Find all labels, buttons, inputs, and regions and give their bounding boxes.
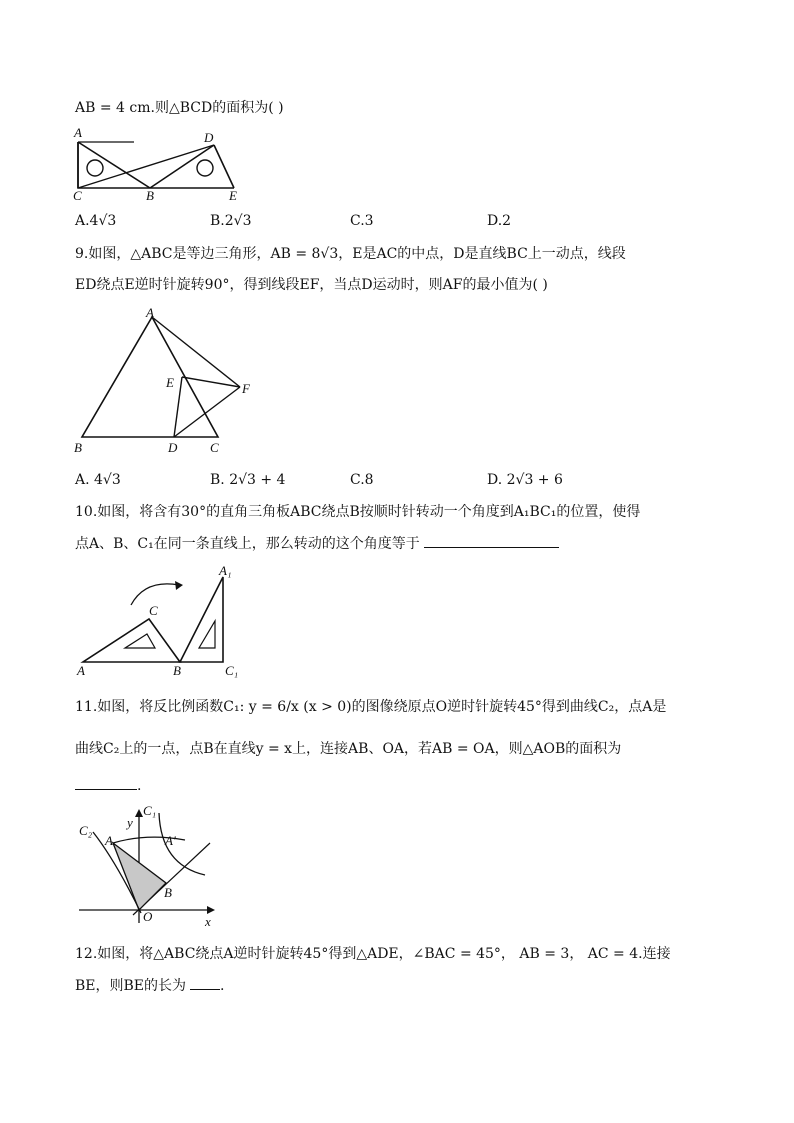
q8-figure <box>72 125 242 203</box>
q8-label-D: D <box>204 130 214 145</box>
q10-stem-line1: 10.如图，将含有30°的直角三角板ABC绕点B按顺时针转动一个角度到A₁BC₁的位置，使得 <box>75 504 641 520</box>
q9-label-F: F <box>242 381 250 396</box>
q8-option-b: B.2√3 <box>210 213 252 229</box>
q10-figure <box>73 565 248 680</box>
q8-option-d: D.2 <box>487 213 512 229</box>
q9-option-a: A. 4√3 <box>75 472 121 488</box>
q8-label-C: C <box>73 188 82 203</box>
q9-label-E: E <box>166 375 174 390</box>
q11-label-O: O <box>143 909 153 924</box>
q11-figure <box>75 805 225 930</box>
q11-answer-blank[interactable] <box>75 775 137 790</box>
q11-stem-line3 <box>75 775 141 796</box>
q12-answer-blank[interactable] <box>190 975 220 990</box>
q8-label-A: A <box>74 125 82 140</box>
q11-label-A: A <box>105 833 113 848</box>
q11-period: . <box>137 778 142 794</box>
q12-stem-line1: 12.如图，将△ABC绕点A逆时针旋转45°得到△ADE，∠BAC = 45°， AB = 3， AC = 4.连接 <box>75 946 671 962</box>
q8-option-c: C.3 <box>350 213 374 229</box>
q8-label-E: E <box>229 188 237 203</box>
q11-label-B: B <box>164 885 172 900</box>
q9-label-D: D <box>168 440 178 455</box>
q11-label-Aprime: A′ <box>165 833 176 848</box>
q9-stem-line2: ED绕点E逆时针旋转90°，得到线段EF，当点D运动时，则AF的最小值为( ) <box>75 277 548 293</box>
q10-label-A: A <box>77 663 85 678</box>
q9-label-C: C <box>210 440 219 455</box>
q12-stem-text: BE，则BE的长为 <box>75 978 187 994</box>
q12-stem-line2 <box>75 975 224 996</box>
q10-label-A1: A₁ <box>219 563 232 578</box>
q11-label-C2: C₂ <box>79 823 93 838</box>
q8-option-a: A.4√3 <box>75 213 117 229</box>
q10-label-C1: C₁ <box>225 663 239 678</box>
q11-stem-line2: 曲线C₂上的一点，点B在直线y = x上，连接AB、OA，若AB = OA，则△AOB的面积为 <box>75 741 622 757</box>
q9-label-A: A <box>146 305 154 320</box>
q9-stem-line1: 9.如图，△ABC是等边三角形，AB = 8√3，E是AC的中点，D是直线BC上一动点，线段 <box>75 246 626 262</box>
q10-stem-line2 <box>75 533 559 554</box>
q8-label-B: B <box>146 188 154 203</box>
q10-stem-text: 点A、B、C₁在同一条直线上，那么转动的这个角度等于 <box>75 536 420 552</box>
q9-label-B: B <box>74 440 82 455</box>
q9-option-c: C.8 <box>350 472 374 488</box>
q10-answer-blank[interactable] <box>424 533 559 548</box>
q9-figure <box>70 305 270 460</box>
q10-label-B: B <box>173 663 181 678</box>
q12-period: . <box>220 978 225 994</box>
q11-label-C1: C₁ <box>143 803 157 818</box>
q8-stem: AB = 4 cm.则△BCD的面积为( ) <box>75 100 284 116</box>
q11-stem-line1: 11.如图，将反比例函数C₁: y = 6/x (x > 0)的图像绕原点O逆时针旋转45°得到曲线C₂，点A是 <box>75 699 667 715</box>
q9-option-d: D. 2√3 + 6 <box>487 472 563 488</box>
q11-label-y: y <box>127 815 133 830</box>
q9-option-b: B. 2√3 + 4 <box>210 472 286 488</box>
q11-label-x: x <box>205 914 211 929</box>
q10-label-C: C <box>149 603 158 618</box>
